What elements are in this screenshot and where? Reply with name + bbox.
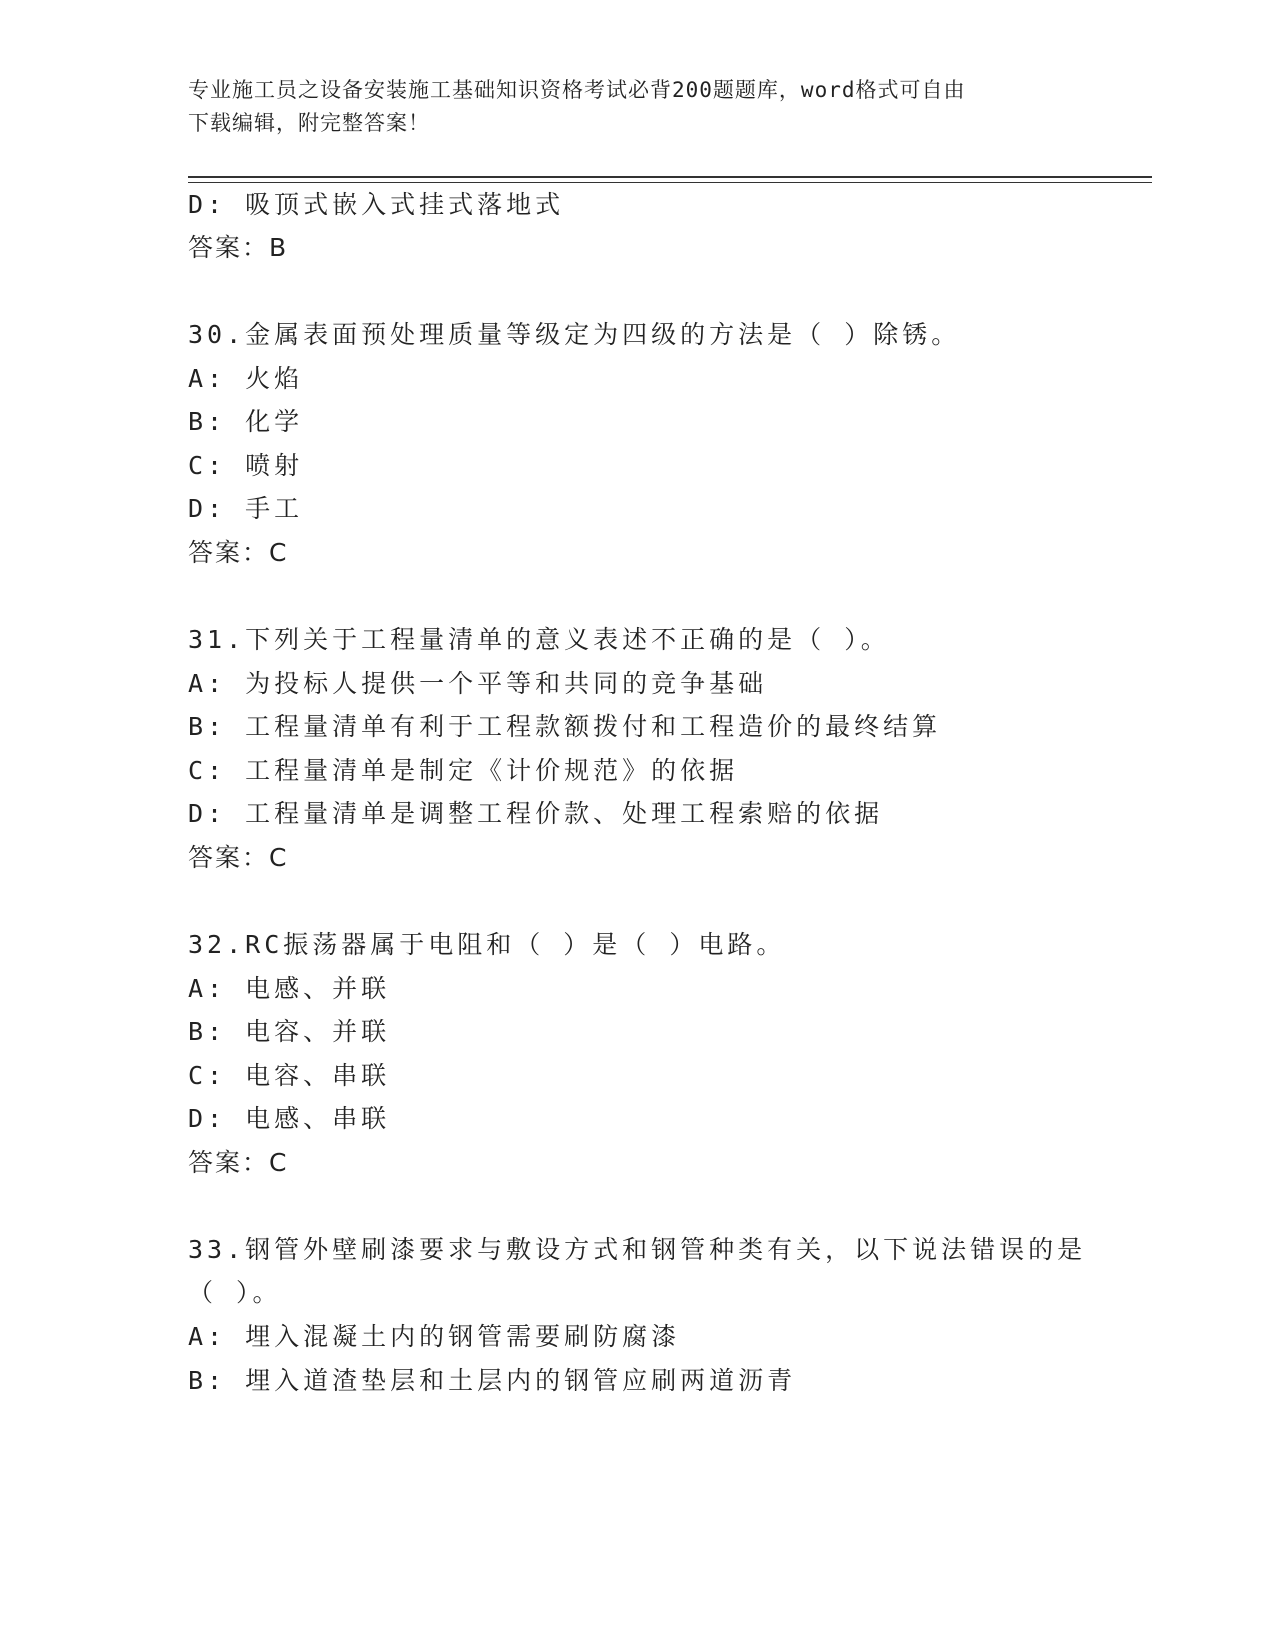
q32-answer: 答案：C: [188, 1148, 289, 1177]
q30-option-c: C: 喷射: [188, 451, 304, 480]
q30-answer: 答案：C: [188, 538, 289, 567]
q32-option-b: B: 电容、并联: [188, 1017, 391, 1046]
q31-option-b: B: 工程量清单有利于工程款额拨付和工程造价的最终结算: [188, 712, 942, 741]
q30-option-d: D: 手工: [188, 494, 304, 523]
header-divider-thin: [188, 182, 1152, 183]
q30-option-b: B: 化学: [188, 407, 304, 436]
q30-question: 30.金属表面预处理质量等级定为四级的方法是（ ）除锈。: [188, 320, 961, 349]
q31-option-a: A: 为投标人提供一个平等和共同的竞争基础: [188, 669, 768, 698]
q31-option-c: C: 工程量清单是制定《计价规范》的依据: [188, 756, 739, 785]
document-header: [188, 74, 1088, 140]
header-divider-thick: [188, 176, 1152, 178]
q31-question: 31.下列关于工程量清单的意义表述不正确的是（ ）。: [188, 625, 890, 654]
q33-option-a: A: 埋入混凝土内的钢管需要刷防腐漆: [188, 1322, 681, 1351]
q33-question-line-2: （ ）。: [188, 1278, 282, 1307]
header-line-1: 专业施工员之设备安装施工基础知识资格考试必背200题题库，word格式可自由: [188, 78, 966, 102]
header-line-2: 下载编辑，附完整答案！: [188, 111, 430, 135]
q32-option-c: C: 电容、串联: [188, 1061, 391, 1090]
q32-option-d: D: 电感、串联: [188, 1104, 391, 1133]
q31-option-d: D: 工程量清单是调整工程价款、处理工程索赔的依据: [188, 799, 884, 828]
q32-option-a: A: 电感、并联: [188, 974, 391, 1003]
q31-answer: 答案：C: [188, 843, 289, 872]
q33-option-b: B: 埋入道渣垫层和土层内的钢管应刷两道沥青: [188, 1366, 797, 1395]
q33-question-line-1: 33.钢管外壁刷漆要求与敷设方式和钢管种类有关，以下说法错误的是: [188, 1235, 1087, 1264]
prev-option-d: D: 吸顶式嵌入式挂式落地式: [188, 190, 565, 219]
q30-option-a: A: 火焰: [188, 364, 304, 393]
q32-question: 32.RC振荡器属于电阻和（ ）是（ ）电路。: [188, 930, 786, 959]
prev-answer: 答案：B: [188, 233, 289, 262]
